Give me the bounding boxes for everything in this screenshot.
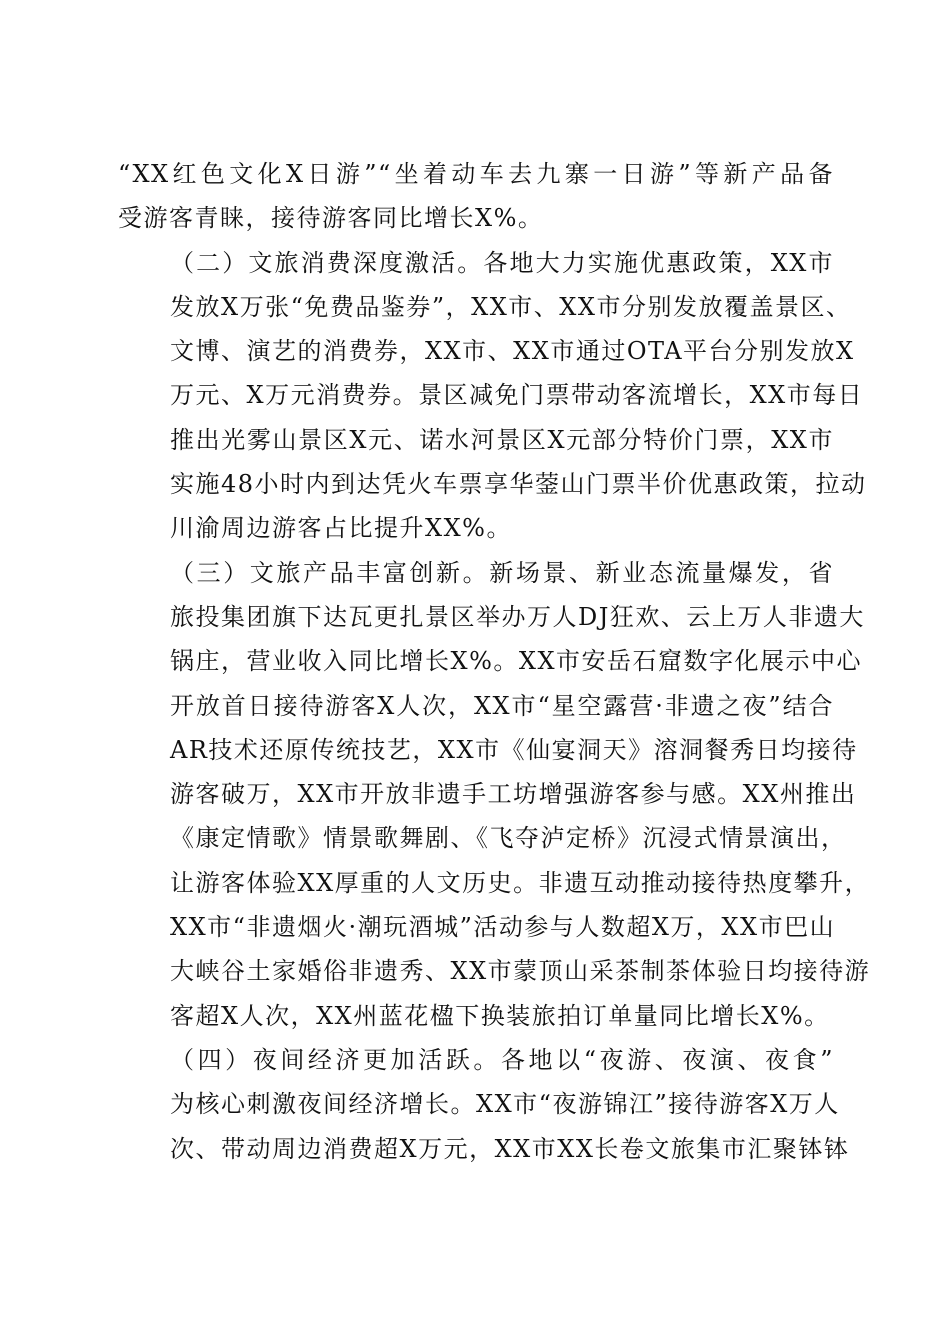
text-line: 受游客青睐，接待游客同比增长X%。 xyxy=(118,204,544,233)
document-body xyxy=(118,152,871,1171)
text-line: “XX红色文化X日游”“坐着动车去九寨一日游”等新产品备 xyxy=(118,160,834,188)
text-line: （四）夜间经济更加活跃。各地以“夜游、夜演、夜食” xyxy=(170,1045,834,1074)
text-line: 万元、X万元消费券。景区减免门票带动客流增长，XX市每日 xyxy=(170,381,864,410)
text-line: 为核心刺激夜间经济增长。XX市“夜游锦江”接待游客X万人 xyxy=(170,1090,840,1119)
text-line: 游客破万，XX市开放非遗手工坊增强游客参与感。XX州推出 xyxy=(170,780,857,809)
text-line: 次、带动周边消费超X万元，XX市XX长卷文旅集市汇聚钵钵 xyxy=(170,1134,850,1163)
text-line: 大峡谷土家婚俗非遗秀、XX市蒙顶山采茶制茶体验日均接待游 xyxy=(170,957,871,986)
paragraph-products xyxy=(118,551,871,1038)
text-line: 旅投集团旗下达瓦更扎景区举办万人DJ狂欢、云上万人非遗大 xyxy=(170,602,865,631)
text-line: 开放首日接待游客X人次，XX市“星空露营·非遗之夜”结合 xyxy=(170,691,834,720)
text-line: 文博、演艺的消费券，XX市、XX市通过OTA平台分别发放X xyxy=(170,337,855,366)
text-line: （三）文旅产品丰富创新。新场景、新业态流量爆发，省 xyxy=(170,558,834,587)
text-line: 推出光雾山景区X元、诺水河景区X元部分特价门票，XX市 xyxy=(170,425,834,454)
text-line: 让游客体验XX厚重的人文历史。非遗互动推动接待热度攀升， xyxy=(170,868,871,897)
text-line: 川渝周边游客占比提升XX%。 xyxy=(170,514,512,543)
text-line: （二）文旅消费深度激活。各地大力实施优惠政策，XX市 xyxy=(170,248,834,277)
text-line: 《康定情歌》情景歌舞剧、《飞夺泸定桥》沉浸式情景演出， xyxy=(170,824,847,853)
text-line: 锅庄，营业收入同比增长X%。XX市安岳石窟数字化展示中心 xyxy=(170,647,863,676)
text-line: XX市“非遗烟火·潮玩酒城”活动参与人数超X万，XX市巴山 xyxy=(170,913,836,942)
paragraph-continuation xyxy=(118,152,834,241)
text-line: 发放X万张“免费品鉴券”，XX市、XX市分别发放覆盖景区、 xyxy=(170,292,852,321)
text-line: 实施48小时内到达凭火车票享华蓥山门票半价优惠政策，拉动 xyxy=(170,470,867,499)
text-line: AR技术还原传统技艺，XX市《仙宴洞天》溶洞餐秀日均接待 xyxy=(170,735,858,764)
text-line: 客超X人次，XX州蓝花楹下换装旅拍订单量同比增长X%。 xyxy=(170,1001,830,1030)
paragraph-consumption xyxy=(118,241,867,551)
paragraph-night-economy xyxy=(118,1038,850,1171)
